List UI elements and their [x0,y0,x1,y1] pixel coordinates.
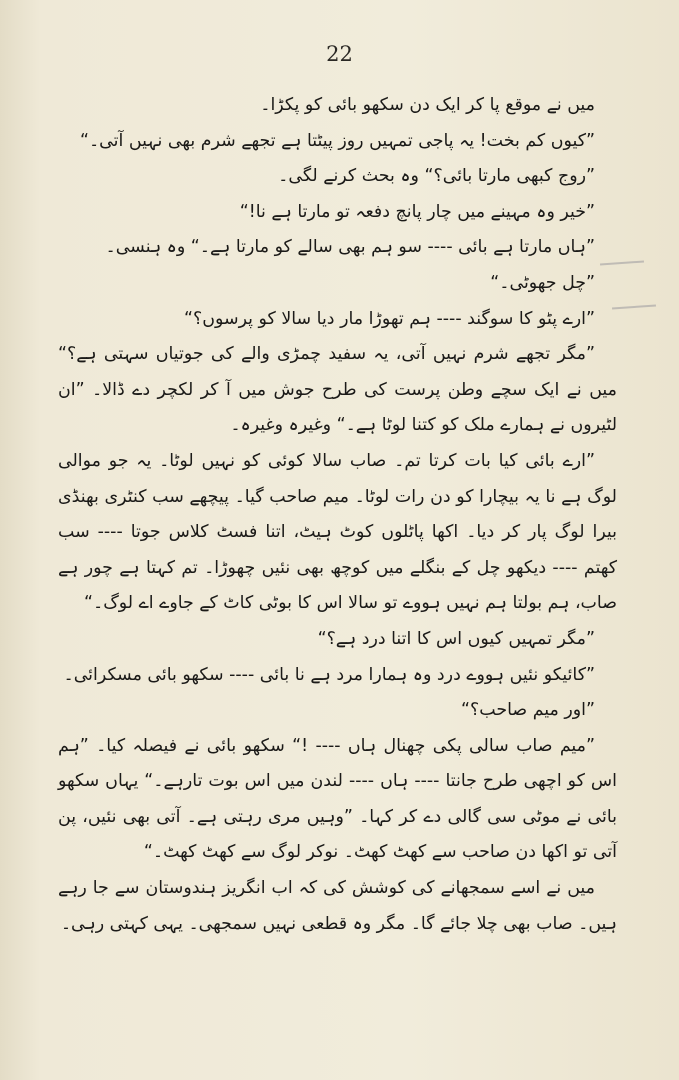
pencil-mark [612,304,656,309]
paragraph: ”خیر وہ مہینے میں چار پانچ دفعہ تو مارتا ہے نا!“ [239,201,595,222]
paragraph: ”روج کبھی مارتا بائی؟“ وہ بحث کرنے لگی۔ [278,166,595,187]
paragraph: ”اور میم صاحب؟“ [461,700,595,721]
paragraph: ”ہاں مارتا ہے بائی ---- سو ہم بھی سالے کو مارتا ہے۔“ وہ ہنسی۔ [105,237,595,258]
paragraph: ”ارے بائی کیا بات کرتا تم۔ صاب سالا کوئی کو نہیں لوٹا۔ یہ جو موالی لوگ ہے نا یہ بیچارا کو دن رات لوٹا۔ میم صاحب گیا۔ پیچھے سب کنٹری بھنڈی بیرا لوگ پار کر دیا۔ اکھا پاٹلوں کوٹ ہیٹ، اتنا فسٹ کلاس جوتا ---- سب کھتم ---- دیکھو چل کے بنگلے میں کوچھ بھی نئیں چھوڑا۔ تم کہتا ہے چور ہے صاب، ہم بولتا ہم نہیں ہووے تو سالا اس کا بوٹی کاٹ کے جاوے اے لوگ۔“ [58,450,617,614]
paragraph: ”مگر تمہیں کیوں اس کا اتنا درد ہے؟“ [317,628,595,649]
paragraph: میں نے موقع پا کر ایک دن سکھو بائی کو پکڑا۔ [260,95,595,115]
paragraph: ”کائیکو نئیں ہووے درد وہ ہمارا مرد ہے نا بائی ---- سکھو بائی مسکرائی۔ [63,664,595,685]
paragraph: ”میم صاب سالی پکی چھنال ہاں ---- !“ سکھو بائی نے فیصلہ کیا۔ ”ہم اس کو اچھی طرح جانتا ---- ہاں ---- لندن میں اس بوت تارہے۔“ یہاں سکھو بائی نے موٹی سی گالی دے کر کہا۔ ”وہیں مری رہتی ہے۔ آتی بھی نئیں، پن آتی تو اکھا دن صاحب سے کھٹ کھٹ۔ نوکر لوگ سے کھٹ کھٹ۔“ [58,735,617,863]
body-text [58,88,617,942]
paragraph: ”مگر تجھے شرم نہیں آتی، یہ سفید چمڑی والے کی جوتیاں سہتی ہے؟“ میں نے ایک سچے وطن پرست کی طرح جوش میں آ کر لکچر دے ڈالا۔ ”ان لٹیروں نے ہمارے ملک کو کتنا لوٹا ہے۔“ وغیرہ وغیرہ۔ [58,344,617,436]
paragraph: میں نے اسے سمجھانے کی کوشش کی کہ اب انگریز ہندوستان سے جا رہے ہیں۔ صاب بھی چلا جائے گا۔ مگر وہ قطعی نہیں سمجھی۔ یہی کہتی رہی۔ [58,878,617,934]
page-number: 22 [326,42,353,66]
paragraph: ”کیوں کم بخت! یہ پاجی تمہیں روز پیٹتا ہے تجھے شرم بھی نہیں آتی۔“ [79,130,595,151]
paragraph: ”چل جھوٹی۔“ [490,272,595,293]
paragraph: ”ارے پٹو کا سوگند ---- ہم تھوڑا مار دیا سالا کو پرسوں؟“ [184,308,595,329]
